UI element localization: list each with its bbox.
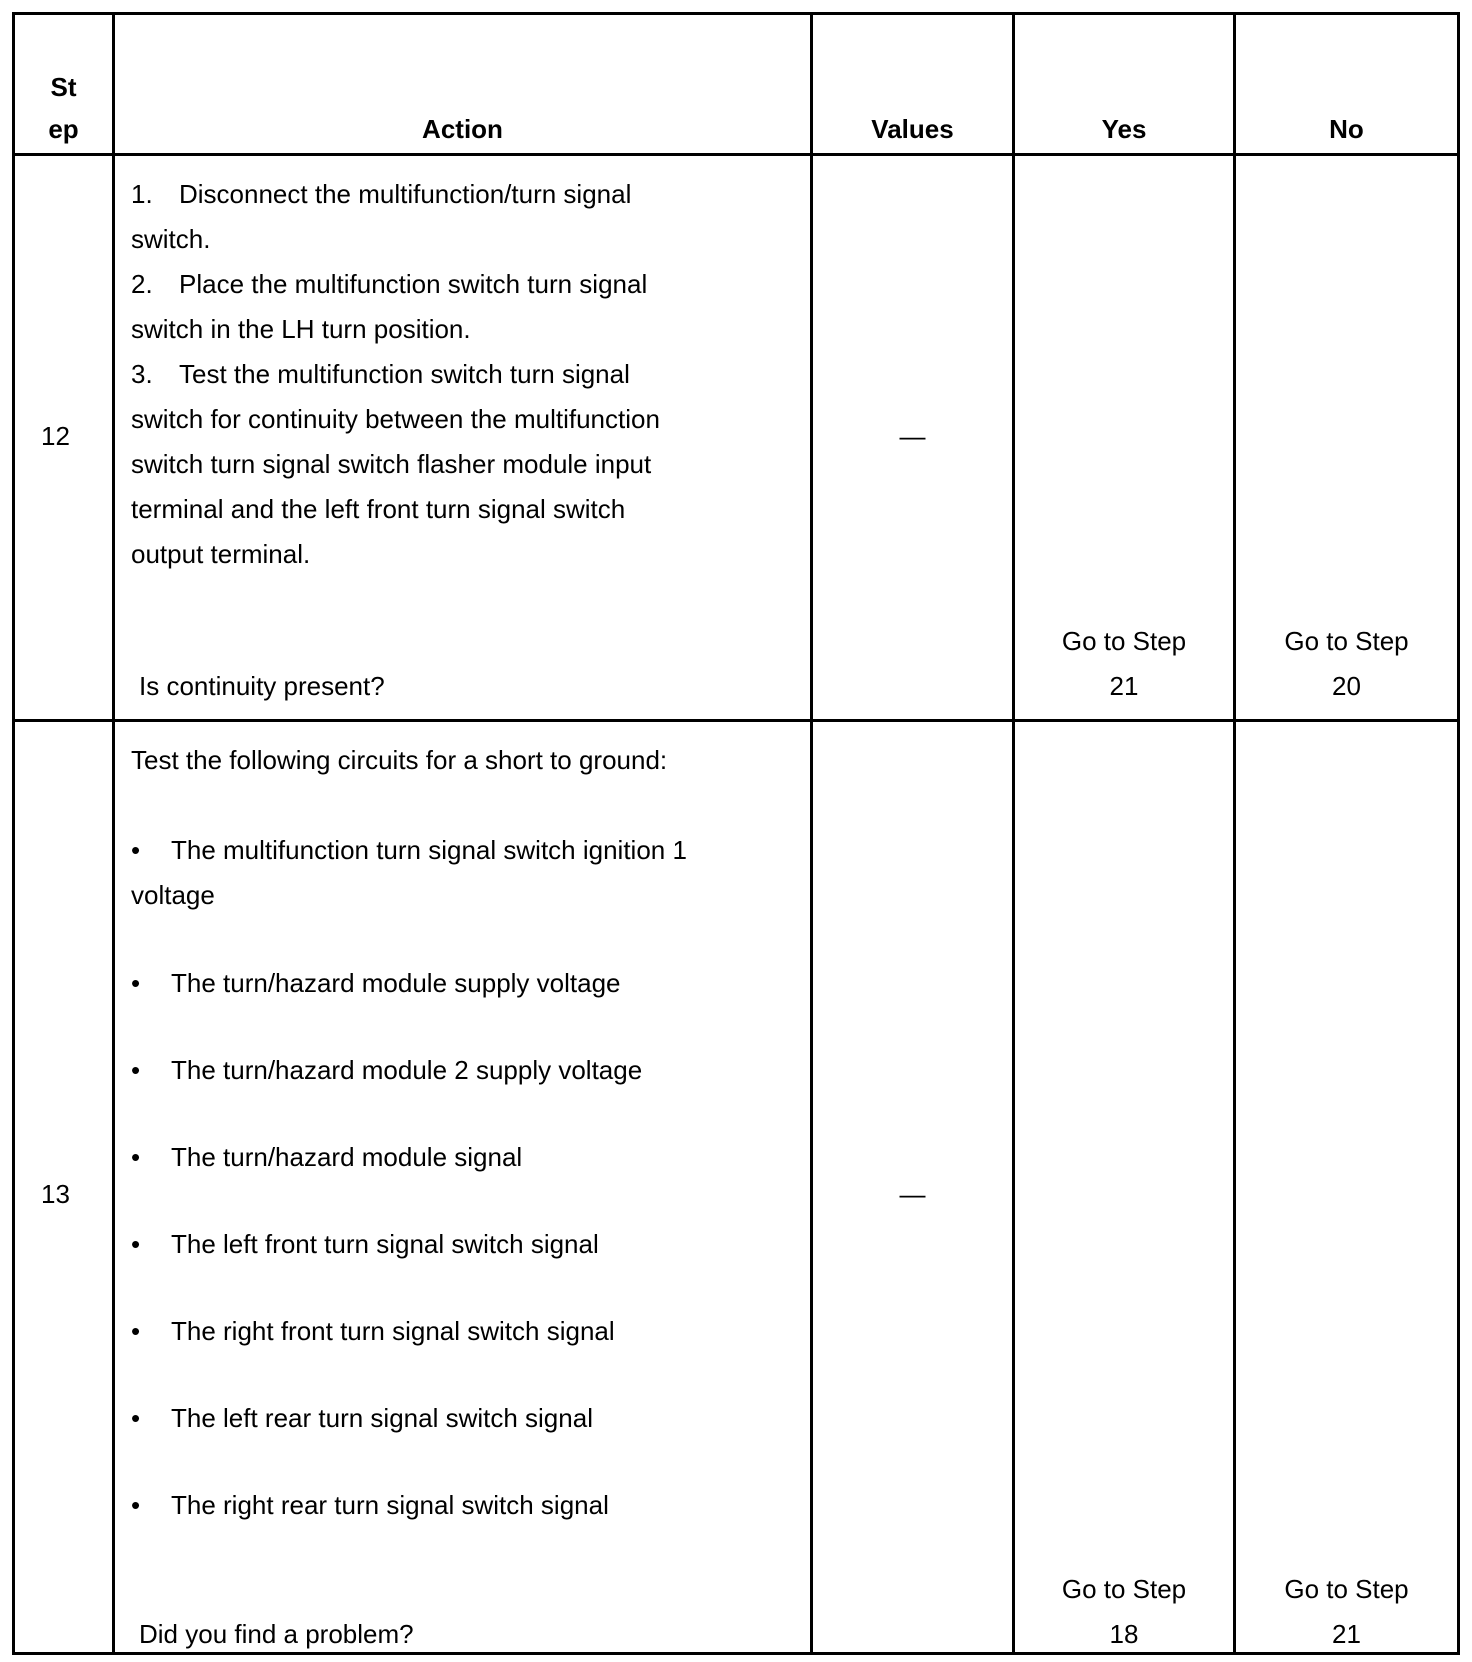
column-divider xyxy=(112,15,115,1652)
column-divider xyxy=(1233,15,1236,1652)
column-divider xyxy=(810,15,813,1652)
action-line: switch turn signal switch flasher module input xyxy=(131,449,652,479)
list-text: The left front turn signal switch signal xyxy=(171,1229,599,1259)
action-intro: Test the following circuits for a short to ground: xyxy=(131,745,668,775)
list-item xyxy=(131,1222,599,1267)
list-text: The turn/hazard module supply voltage xyxy=(171,968,621,998)
header-values: Values xyxy=(871,114,954,144)
yes-cell-line2: 18 xyxy=(1109,1619,1139,1649)
header-action: Action xyxy=(422,114,503,144)
bullet-glyph: • xyxy=(131,1055,141,1085)
header-yes: Yes xyxy=(1101,114,1147,144)
bullet-glyph: • xyxy=(131,1142,141,1172)
action-question: Did you find a problem? xyxy=(139,1619,414,1649)
header-step-line2: ep xyxy=(48,114,79,144)
no-cell-line1: Go to Step xyxy=(1284,626,1409,656)
action-line xyxy=(131,352,630,397)
action-question: Is continuity present? xyxy=(139,671,385,701)
yes-cell-line1: Go to Step xyxy=(1061,626,1187,656)
list-text: Test the multifunction switch turn signal xyxy=(179,359,630,389)
list-item xyxy=(131,1483,609,1528)
yes-cell-line2: 21 xyxy=(1109,671,1139,701)
list-text: The multifunction turn signal switch ignition 1 xyxy=(171,835,687,865)
bullet-glyph: • xyxy=(131,1490,141,1520)
no-cell-line2: 20 xyxy=(1332,671,1361,701)
action-line: switch in the LH turn position. xyxy=(131,314,471,344)
yes-cell-line1: Go to Step xyxy=(1061,1574,1187,1604)
list-text: The left rear turn signal switch signal xyxy=(171,1403,593,1433)
action-line: terminal and the left front turn signal switch xyxy=(131,494,626,524)
step-number: 13 xyxy=(41,1179,70,1209)
list-number: 1. xyxy=(131,179,153,209)
bullet-glyph: • xyxy=(131,1316,141,1346)
list-item xyxy=(131,828,687,873)
list-item xyxy=(131,1309,615,1354)
list-item xyxy=(131,1396,593,1441)
action-line: switch for continuity between the multifunction xyxy=(131,404,660,434)
values-cell: — xyxy=(899,1179,926,1209)
bullet-glyph: • xyxy=(131,1229,141,1259)
header-step-line1: St xyxy=(50,72,77,102)
list-item-continuation: voltage xyxy=(131,880,215,910)
row-divider xyxy=(15,719,1457,722)
action-line xyxy=(131,262,647,307)
list-item xyxy=(131,1048,642,1093)
row-divider xyxy=(15,153,1457,156)
bullet-glyph: • xyxy=(131,835,141,865)
list-text: Disconnect the multifunction/turn signal xyxy=(179,179,632,209)
column-divider xyxy=(1012,15,1015,1652)
list-number: 2. xyxy=(131,269,153,299)
values-cell: — xyxy=(899,421,926,451)
step-number: 12 xyxy=(41,421,70,451)
list-text: The right front turn signal switch signal xyxy=(171,1316,615,1346)
list-text: The right rear turn signal switch signal xyxy=(171,1490,609,1520)
action-line xyxy=(131,172,631,217)
list-item xyxy=(131,961,621,1006)
no-cell-line2: 21 xyxy=(1332,1619,1361,1649)
bullet-glyph: • xyxy=(131,968,141,998)
list-text: The turn/hazard module 2 supply voltage xyxy=(171,1055,643,1085)
list-item xyxy=(131,1135,522,1180)
action-line: switch. xyxy=(131,224,211,254)
bullet-glyph: • xyxy=(131,1403,141,1433)
list-number: 3. xyxy=(131,359,153,389)
no-cell-line1: Go to Step xyxy=(1284,1574,1409,1604)
diagnostic-table xyxy=(12,12,1460,1655)
list-text: The turn/hazard module signal xyxy=(171,1142,523,1172)
action-line: output terminal. xyxy=(131,539,311,569)
header-no: No xyxy=(1329,114,1364,144)
list-text: Place the multifunction switch turn signal xyxy=(179,269,648,299)
